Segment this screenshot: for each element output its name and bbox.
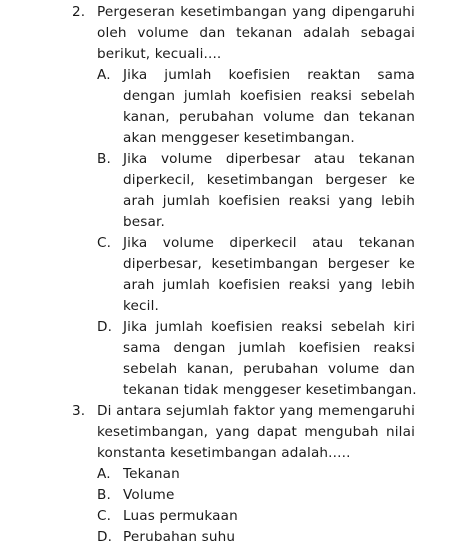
question-number: 3. xyxy=(72,403,86,419)
option-text: Perubahan suhu xyxy=(123,529,236,545)
option-letter: D. xyxy=(97,319,113,335)
option-letter: B. xyxy=(97,151,111,167)
document-page: 2. Pergeseran kesetimbangan yang dipengaruhi oleh volume dan tekanan adalah sebagai berikut, kecuali.... A. Jika jumlah koefisien reaktan sama dengan jumlah koefisien reaksi sebelah kanan, perubahan volume dan tekanan akan menggeser kesetimbangan. B. Jika volume diperbesar atau tekanan diperkecil, kesetimbangan bergeser ke arah jumlah koefisien reaksi yang lebih besar. C. Jika volume diperkecil atau tekanan diperbesar, kesetimbangan bergeser ke arah jumlah koefisien reaksi yang lebih kecil. D. Jika jumlah koefisien reaksi sebelah kiri sama dengan jumlah koefisien reaksi sebelah kanan, perubahan volume dan tekanan tidak menggeser kesetimbangan. 3. Di antara sejumlah faktor yang memengaruhi kesetimbangan, yang dapat mengubah nilai konstanta kesetimbangan adalah..... A. Tekanan B. Volume C. Luas permukaan D. Perubahan suhu xyxy=(72,4,417,545)
option-letter: C. xyxy=(97,235,112,251)
option-text: Luas permukaan xyxy=(123,508,238,524)
option-letter: B. xyxy=(97,487,111,503)
option-letter: A. xyxy=(97,466,111,482)
option-text: Tekanan xyxy=(123,466,180,482)
option-letter: C. xyxy=(97,508,112,524)
question-number: 2. xyxy=(72,4,86,20)
option-letter: D. xyxy=(97,529,113,545)
option-letter: A. xyxy=(97,67,111,83)
option-text: Volume xyxy=(123,487,175,503)
